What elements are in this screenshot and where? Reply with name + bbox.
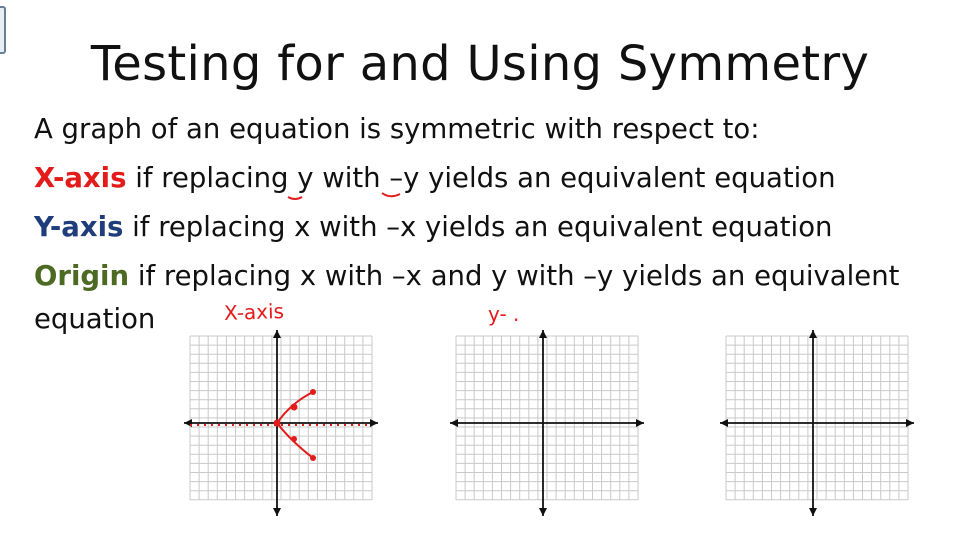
rule-origin [34,260,899,292]
arrowhead-down [539,508,547,516]
rule-keyword: Y-axis [34,211,124,243]
sketch-point [310,455,316,461]
rule-x-axis [34,162,836,194]
sketch-point [274,420,281,427]
arrowhead-up [539,330,547,338]
arrowhead-right [906,419,914,427]
sketch-point [310,389,316,395]
handwritten-x-axis-label: X-axis [223,298,285,326]
arrowhead-right [636,419,644,427]
intro-text: A graph of an equation is symmetric with respect to: [34,113,760,145]
handwritten-y-label: y- . [488,302,520,326]
arrowhead-up [809,330,817,338]
slide-title: Testing for and Using Symmetry [90,36,870,92]
rule-keyword: Origin [34,260,130,292]
sketch-point [291,404,298,411]
arrowhead-right [370,419,378,427]
graph-svg [182,330,382,520]
rule-y-axis [34,211,832,243]
graph-svg [448,330,648,520]
rule-origin-continuation: equation [34,303,156,335]
rule-text: if replacing x with –x and y with –y yields an equivalent [137,260,900,292]
arrowhead-left [720,419,728,427]
rule-text: if replacing y with –y yields an equivalent equation [135,162,836,194]
sketch-point [291,436,297,442]
grid-lines [726,336,908,500]
arrowhead-down [809,508,817,516]
arrowhead-down [273,508,281,516]
grid-lines [456,336,638,500]
graph-x-axis [182,330,382,520]
arrowhead-up [273,330,281,338]
arrowhead-left [450,419,458,427]
rule-text: if replacing x with –x yields an equivalent equation [132,211,833,243]
graph-y-axis [448,330,648,520]
graph-svg [718,330,918,520]
rule-keyword: X-axis [34,162,127,194]
graph-origin [718,330,918,520]
